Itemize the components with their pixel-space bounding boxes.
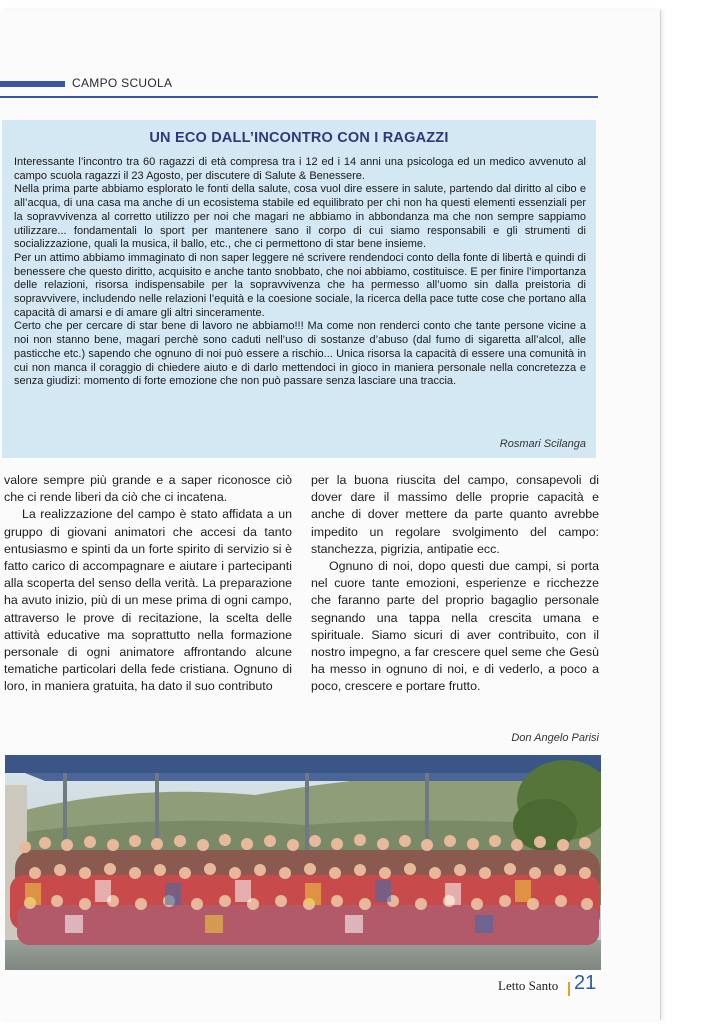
group-photo-illustration [5,755,601,970]
group-photo [5,755,601,970]
box-paragraph: Certo che per cercare di star bene di lavoro ne abbiamo!!! Ma come non renderci conto che tante persone vicine a noi non stanno bene, magari perchè sono caduti nell’uso di sostanze d’abuso (dal fumo di sigaretta all’alcol, alle pasticche etc.) sapendo che ognuno di noi può essere a rischio... Unica risorsa la capacità di essere una comunità in cui non manca il coraggio di chiedere aiuto e di darlo mettendoci in gioco in maniera personale nella concretezza e senza giudizi: momento di forte emozione che non può passare senza lasciare una traccia. [14,320,586,388]
magazine-page [0,10,661,1020]
footer-separator [568,982,570,996]
sidebar-box [2,120,596,458]
box-paragraph: Per un attimo abbiamo immaginato di non saper leggere né scrivere rendendoci conto della fonte di libertà e quindi di benessere che questo diritto, acquisito e anche tanto snobbato, che noi abbiamo, costituisce. E per finire l’importanza delle relazioni, risorsa indispensabile per la sopravvivenza che ha permesso all’uomo sin dalla preistoria di sopravvivere, includendo nelle relazioni l’equità e la coesione sociale, la ricerca della pace tutte cose che portano alla capacità di amarsi e di amare gli altri sinceramente. [14,251,586,319]
article-paragraph: Ognuno di noi, dopo questi due campi, si porta nel cuore tante emozioni, esperienze e ricchezze che faranno parte del proprio bagaglio personale segnando una tappa nella crescita umana e spirituale. Siamo sicuri di aver contribuito, con il nostro impegno, a far crescere quel seme che Gesù ha messo in ognuno di noi, e di vederlo, a poco a poco, crescere e portare frutto. [311,559,599,694]
section-divider [0,96,598,98]
article-paragraph: valore sempre più grande e a saper riconosce ciò che ci rende liberi da ciò che ci incatena. [4,473,292,505]
article-paragraph: La realizzazione del campo è stato affidata a un gruppo di giovani animatori che accesi da tanto entusiasmo e spinti da un forte spirito di servizio si è fatto carico di accompagnare e aiutare i partecipanti alla scoperta del senso della verità. La preparazione ha avuto inizio, più di un mese prima di ogni campo, attraverso le prove di recitazione, la scelta delle attività educative ma soprattutto nella formazione personale di ogni animatore affrontando alcune tematiche particolari della fede cristiana. Ognuno di loro, in maniera gratuita, ha dato il suo contributo [4,507,292,694]
page-number: 21 [574,972,597,994]
section-label: CAMPO SCUOLA [72,76,173,90]
crowd [10,834,600,945]
article-column-left [4,472,292,696]
box-signature: Rosmari Scilanga [499,438,586,450]
section-accent-bar [0,81,65,87]
box-paragraph: Nella prima parte abbiamo esplorato le fonti della salute, cosa vuol dire essere in salute, partendo dal diritto al cibo e all’acqua, di una casa ma anche di un ecosistema stabile ed equilibrato per chi non ha questi elementi essenziali per la sopravvivenza al corretto utilizzo per noi che magari ne abbiamo in abbondanza ma che non sempre sappiamo utilizzare... fondamentali lo sport per mantenere sano il corpo di cui siamo responsabili e gli strumenti di socializzazione, quali la musica, il ballo, etc., che ci permettono di star bene insieme. [14,183,586,251]
article-signature: Don Angelo Parisi [511,732,599,744]
box-paragraph: Interessante l’incontro tra 60 ragazzi di età compresa tra i 12 ed i 14 anni una psicologa ed un medico avvenuto al campo scuola ragazzi il 23 Agosto, per discutere di Salute & Benessere. [14,156,586,182]
publication-name: Letto Santo [498,978,559,993]
article-paragraph: per la buona riuscita del campo, consapevoli di dover dare il massimo delle proprie capacità e anche di dover mettere da parte quanto avrebbe impedito un regolare svolgimento del campo: stanchezza, pigrizia, antipatie ecc. [311,473,599,556]
box-title: UN ECO DALL’INCONTRO CON I RAGAZZI [149,130,449,146]
article-column-right [311,472,599,696]
box-body [14,156,586,389]
